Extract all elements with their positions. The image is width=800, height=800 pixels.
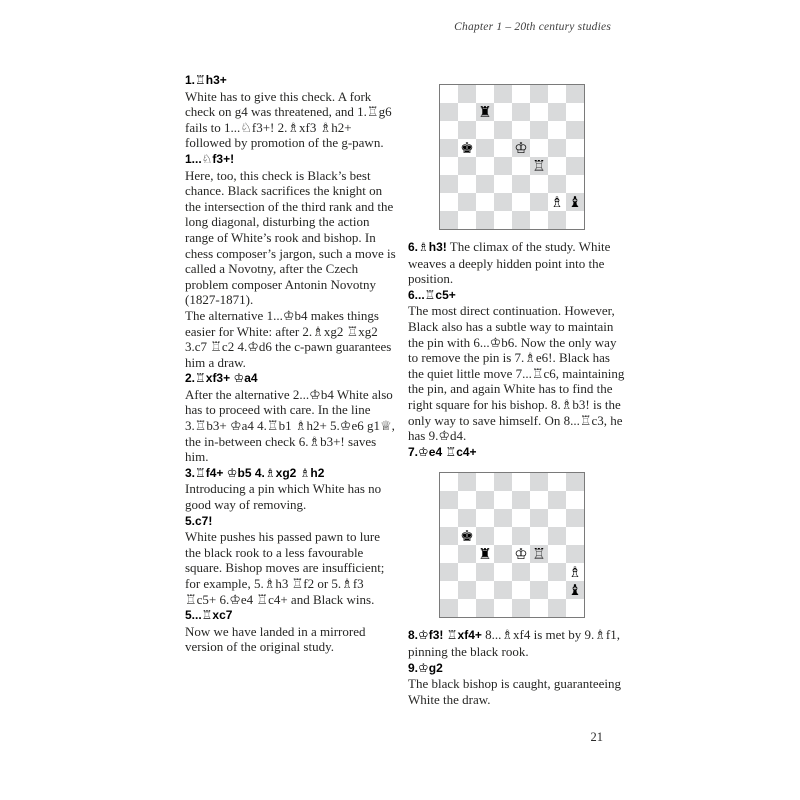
black-king-piece: ♚ (460, 138, 474, 157)
black-rook-piece: ♜ (478, 544, 492, 563)
text-paragraph (185, 308, 397, 370)
square-g4 (548, 157, 566, 175)
square-a6 (440, 121, 458, 139)
square-h8 (566, 85, 584, 103)
square-b1 (458, 599, 476, 617)
square-h7 (566, 491, 584, 509)
square-c5 (476, 527, 494, 545)
square-a5 (440, 527, 458, 545)
square-f3 (530, 563, 548, 581)
text-paragraph (408, 627, 626, 659)
square-f2 (530, 581, 548, 599)
square-c7 (476, 491, 494, 509)
text-paragraph (408, 239, 626, 287)
move-text: 2.♖xf3+ ♔a4 (185, 371, 258, 386)
white-king-piece: ♔ (514, 138, 528, 157)
move-text: 3.♖f4+ ♔b5 4.♗xg2 ♗h2 (185, 465, 325, 480)
body-text: 8...♗xf4 is met by 9.♗f1, pinning the black rook. (408, 627, 621, 659)
right-column (408, 72, 626, 707)
square-a2 (440, 193, 458, 211)
square-d7 (494, 491, 512, 509)
square-b3 (458, 563, 476, 581)
chess-diagram-2 (439, 472, 585, 618)
square-b7 (458, 103, 476, 121)
square-h6 (566, 121, 584, 139)
square-h1 (566, 211, 584, 229)
white-bishop-piece: ♗ (568, 562, 582, 581)
move-line (408, 660, 626, 677)
square-h4 (566, 157, 584, 175)
square-e4 (512, 157, 530, 175)
move-line (185, 72, 397, 89)
square-b5 (458, 139, 476, 157)
black-bishop-piece: ♝ (568, 192, 582, 211)
chess-diagram-1 (439, 84, 585, 230)
square-h6 (566, 509, 584, 527)
square-f1 (530, 599, 548, 617)
square-d2 (494, 581, 512, 599)
move-line (408, 444, 626, 461)
move-text: 6...♖c5+ (408, 287, 456, 302)
move-line (185, 607, 397, 624)
body-text: White pushes his passed pawn to lure the black rook to a less favourable square. Bishop moves are insufficient; for example, 5.♗h3 ♖f2 or 5.♗f3 ♖c5+ 6.♔e4 ♖c4+ and Black wins. (185, 529, 385, 607)
square-g5 (548, 527, 566, 545)
square-b6 (458, 509, 476, 527)
square-c1 (476, 211, 494, 229)
move-text: 7.♔e4 ♖c4+ (408, 444, 477, 459)
square-g8 (548, 473, 566, 491)
square-f1 (530, 211, 548, 229)
square-b4 (458, 545, 476, 563)
chapter-header: Chapter 1 – 20th century studies (454, 21, 611, 33)
text-paragraph (408, 676, 626, 707)
square-d2 (494, 193, 512, 211)
square-h2 (566, 193, 584, 211)
square-c6 (476, 509, 494, 527)
text-paragraph (185, 168, 397, 308)
text-paragraph (185, 481, 397, 512)
square-e8 (512, 473, 530, 491)
square-a7 (440, 491, 458, 509)
move-text: 8.♔f3! ♖xf4+ (408, 628, 482, 643)
content-columns (185, 72, 626, 707)
square-f7 (530, 491, 548, 509)
square-d1 (494, 211, 512, 229)
square-e1 (512, 211, 530, 229)
white-king-piece: ♔ (514, 544, 528, 563)
white-bishop-piece: ♗ (550, 192, 564, 211)
square-d3 (494, 175, 512, 193)
left-column (185, 72, 397, 655)
square-c2 (476, 581, 494, 599)
square-b5 (458, 527, 476, 545)
square-d8 (494, 473, 512, 491)
square-e6 (512, 121, 530, 139)
square-b4 (458, 157, 476, 175)
square-f5 (530, 139, 548, 157)
square-c5 (476, 139, 494, 157)
square-e8 (512, 85, 530, 103)
square-a4 (440, 545, 458, 563)
square-a6 (440, 509, 458, 527)
square-h2 (566, 581, 584, 599)
white-rook-piece: ♖ (532, 544, 546, 563)
square-f8 (530, 85, 548, 103)
text-paragraph (408, 303, 626, 443)
square-a3 (440, 175, 458, 193)
move-text: 1...♘f3+! (185, 151, 235, 166)
move-text: 6.♗h3! (408, 240, 447, 254)
square-b8 (458, 85, 476, 103)
square-a7 (440, 103, 458, 121)
square-d3 (494, 563, 512, 581)
text-paragraph (185, 387, 397, 465)
square-g7 (548, 103, 566, 121)
square-a2 (440, 581, 458, 599)
square-c8 (476, 473, 494, 491)
square-c2 (476, 193, 494, 211)
square-g4 (548, 545, 566, 563)
square-d4 (494, 157, 512, 175)
black-king-piece: ♚ (460, 526, 474, 545)
square-h3 (566, 563, 584, 581)
square-g2 (548, 193, 566, 211)
move-text: 5...♖xc7 (185, 608, 233, 623)
square-g3 (548, 175, 566, 193)
square-d7 (494, 103, 512, 121)
black-rook-piece: ♜ (478, 102, 492, 121)
square-h7 (566, 103, 584, 121)
square-h5 (566, 527, 584, 545)
square-d8 (494, 85, 512, 103)
square-e2 (512, 581, 530, 599)
move-line (185, 465, 397, 482)
black-bishop-piece: ♝ (568, 580, 582, 599)
square-e5 (512, 527, 530, 545)
square-e7 (512, 103, 530, 121)
square-d5 (494, 527, 512, 545)
square-a5 (440, 139, 458, 157)
square-e6 (512, 509, 530, 527)
square-d6 (494, 509, 512, 527)
square-e5 (512, 139, 530, 157)
square-h4 (566, 545, 584, 563)
move-text: 1.♖h3+ (185, 73, 227, 87)
square-f4 (530, 157, 548, 175)
square-e4 (512, 545, 530, 563)
square-e2 (512, 193, 530, 211)
square-h5 (566, 139, 584, 157)
body-text: Introducing a pin which White has no good way of removing. (185, 481, 382, 513)
square-d6 (494, 121, 512, 139)
square-c4 (476, 545, 494, 563)
square-e7 (512, 491, 530, 509)
white-rook-piece: ♖ (532, 156, 546, 175)
square-g7 (548, 491, 566, 509)
page-number: 21 (590, 730, 603, 744)
body-text: The climax of the study. White weaves a deeply hidden point into the position. (408, 239, 611, 287)
square-g8 (548, 85, 566, 103)
square-g1 (548, 599, 566, 617)
square-f4 (530, 545, 548, 563)
square-h1 (566, 599, 584, 617)
square-e1 (512, 599, 530, 617)
move-line (185, 151, 397, 168)
square-a3 (440, 563, 458, 581)
square-d4 (494, 545, 512, 563)
square-d5 (494, 139, 512, 157)
square-c3 (476, 563, 494, 581)
square-f7 (530, 103, 548, 121)
square-a1 (440, 211, 458, 229)
square-c4 (476, 157, 494, 175)
move-line (185, 513, 397, 530)
square-g1 (548, 211, 566, 229)
square-b1 (458, 211, 476, 229)
body-text: Now we have landed in a mirrored version of the original study. (185, 623, 366, 655)
body-text: After the alternative 2...♔b4 White also has to proceed with care. In the line 3.♖b3+ ♔a4 4.♖b1 ♗h2+ 5.♔e6 g1♕, the in-between check 6.♗b3+! saves him. (185, 386, 395, 465)
move-line (185, 370, 397, 387)
square-d1 (494, 599, 512, 617)
square-g6 (548, 509, 566, 527)
square-b2 (458, 581, 476, 599)
body-text: The black bishop is caught, guaranteeing White the draw. (408, 676, 621, 707)
body-text: The alternative 1...♔b4 makes things easier for White: after 2.♗xg2 ♖xg2 3.c7 ♖c2 4.♔d6 the c-pawn guarantees him a draw. (185, 307, 392, 370)
square-b2 (458, 193, 476, 211)
square-b8 (458, 473, 476, 491)
text-paragraph (185, 624, 397, 655)
body-text: White has to give this check. A fork check on g4 was threatened, and 1.♖g6 fails to 1...♘f3+! 2.♗xf3 ♗h2+ followed by promotion of the g-pawn. (185, 88, 392, 151)
square-e3 (512, 563, 530, 581)
square-f5 (530, 527, 548, 545)
square-g3 (548, 563, 566, 581)
square-b7 (458, 491, 476, 509)
square-h8 (566, 473, 584, 491)
square-c8 (476, 85, 494, 103)
square-f2 (530, 193, 548, 211)
square-c1 (476, 599, 494, 617)
body-text: Here, too, this check is Black’s best chance. Black sacrifices the knight on the intersection of the third rank and the long diagonal, disturbing the action range of White’s rook and bishop. In chess composer’s jargon, such a move is called a Novotny, after the Czech problem composer Antonin Novotny (1827-1871). (185, 167, 396, 308)
square-g6 (548, 121, 566, 139)
square-f6 (530, 509, 548, 527)
square-f3 (530, 175, 548, 193)
square-a8 (440, 85, 458, 103)
move-text: 9.♔g2 (408, 660, 443, 675)
square-a1 (440, 599, 458, 617)
body-text: The most direct continuation. However, Black also has a subtle way to maintain the pin with 6...♔b6. Now the only way to remove the pin is 7.♗e6!. Black has the quiet little move 7...♖c6, maintaining the pin, and again White has to find the right square for his bishop. 8.♗b3! is the only way to save himself. On 8...♖c3, he has 9.♔d4. (408, 303, 625, 444)
square-g2 (548, 581, 566, 599)
move-text: 5.c7! (185, 513, 213, 528)
square-g5 (548, 139, 566, 157)
square-c7 (476, 103, 494, 121)
square-c6 (476, 121, 494, 139)
move-line (408, 287, 626, 304)
square-c3 (476, 175, 494, 193)
text-paragraph (185, 529, 397, 607)
square-h3 (566, 175, 584, 193)
square-a8 (440, 473, 458, 491)
square-f6 (530, 121, 548, 139)
square-b3 (458, 175, 476, 193)
square-e3 (512, 175, 530, 193)
square-a4 (440, 157, 458, 175)
square-b6 (458, 121, 476, 139)
text-paragraph (185, 89, 397, 151)
square-f8 (530, 473, 548, 491)
